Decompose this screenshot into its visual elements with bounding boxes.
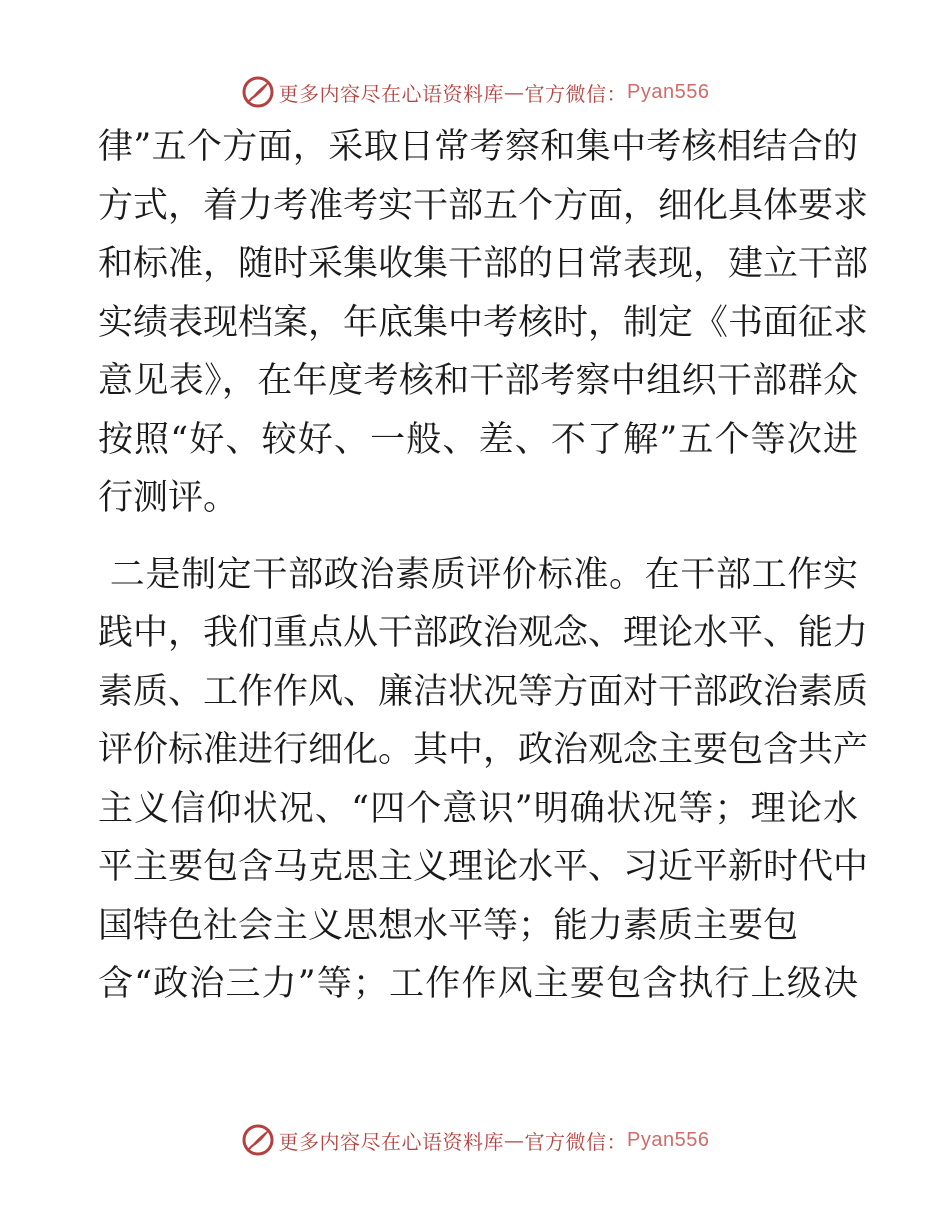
text-line: 国特色社会主义思想水平等；能力素质主要包 <box>98 905 799 946</box>
header-wechat-label: 官方微信： <box>524 81 628 106</box>
document-body <box>98 118 869 1014</box>
text-line: 主义信仰状况、“四个意识”明确状况等；理论水 <box>98 788 858 829</box>
footer-wechat-label: 官方微信： <box>524 1129 628 1154</box>
text-line: 实绩表现档案，年底集中考核时，制定《书面征求 <box>98 302 869 343</box>
text-line: 行测评。 <box>98 478 239 518</box>
footer-wechat-handle: Pyan556 <box>627 1128 710 1151</box>
text-line: 按照“好、较好、一般、差、不了解”五个等次进 <box>98 419 858 460</box>
text-line: 平主要包含马克思主义理论水平、习近平新时代中 <box>98 847 869 887</box>
text-line: 评价标准进行细化。其中，政治观念主要包含共产 <box>98 730 869 770</box>
text-line: 方式，着力考准考实干部五个方面，细化具体要求 <box>98 185 869 226</box>
text-line: 和标准，随时采集收集干部的日常表现，建立干部 <box>98 244 869 284</box>
paragraph-1 <box>98 118 869 528</box>
text-line: 素质、工作作风、廉洁状况等方面对干部政治素质 <box>98 671 869 712</box>
feather-circle-logo-icon <box>241 75 275 109</box>
text-line: 意见表》，在年度考核和干部考察中组织干部群众 <box>98 361 858 401</box>
text-line: 二是制定干部政治素质评价标准。在干部工作实 <box>98 554 858 595</box>
text-line: 律”五个方面，采取日常考察和集中考核相结合的 <box>98 127 858 167</box>
header-watermark <box>0 72 950 112</box>
footer-dash: — <box>504 1128 525 1152</box>
header-dash: — <box>504 80 525 104</box>
feather-circle-logo-icon <box>241 1123 275 1157</box>
text-line: 含“政治三力”等；工作作风主要包含执行上级决 <box>98 964 858 1004</box>
footer-watermark <box>0 1120 950 1160</box>
text-line: 践中，我们重点从干部政治观念、理论水平、能力 <box>98 613 869 653</box>
header-brand-text: 更多内容尽在心语资料库 <box>278 81 505 106</box>
footer-brand-text: 更多内容尽在心语资料库 <box>278 1129 505 1154</box>
header-wechat-handle: Pyan556 <box>627 80 710 103</box>
paragraph-2 <box>98 546 869 1014</box>
